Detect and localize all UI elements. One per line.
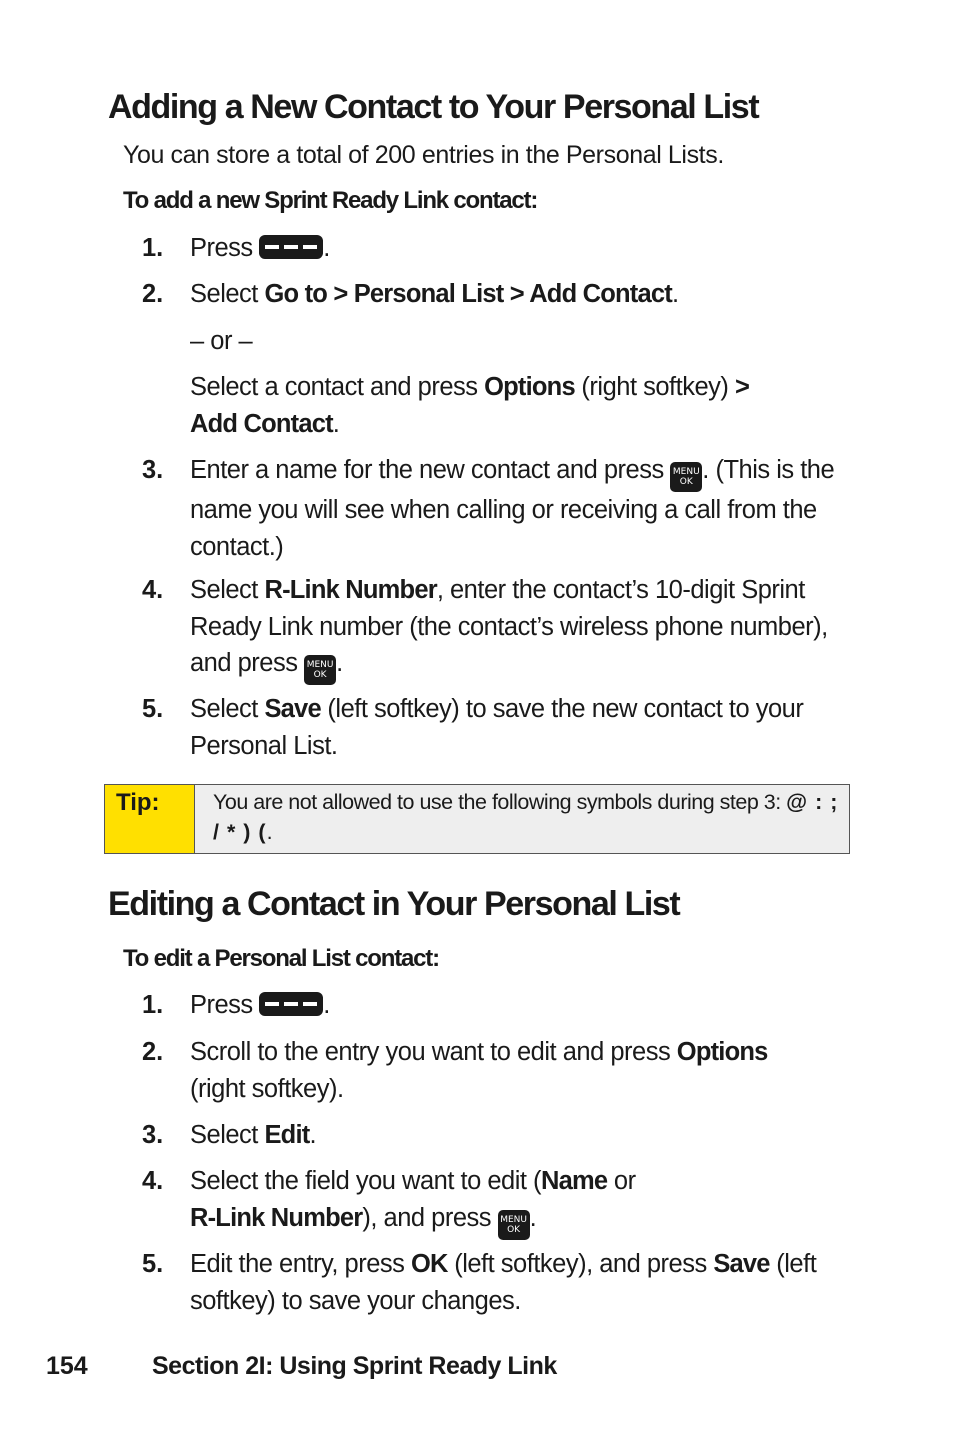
section-title-adding: Adding a New Contact to Your Personal List	[108, 88, 759, 126]
step-4-edit: Select the field you want to edit (Name or R-Link Number), and press MENU OK .	[190, 1163, 870, 1240]
step-2-alternative: Select a contact and press Options (right softkey) > Add Contact.	[190, 373, 750, 438]
step-number: 5.	[142, 1250, 164, 1278]
tip-box	[104, 784, 850, 854]
tip-text: You are not allowed to use the following symbols during step 3: @ : ; / * ) (.	[213, 790, 839, 844]
menu-ok-key-icon: MENU OK	[670, 462, 702, 492]
step-number: 1.	[142, 991, 164, 1019]
step-5-add: Select Save (left softkey) to save the new contact to your Personal List.	[190, 695, 804, 760]
page-number: 154	[46, 1352, 88, 1380]
step-number: 4.	[142, 1167, 164, 1195]
step-number: 3.	[142, 1121, 164, 1149]
or-separator: – or –	[190, 327, 253, 355]
step-number: 2.	[142, 1038, 164, 1066]
step-4-add: Select R-Link Number, enter the contact’s 10-digit Sprint Ready Link number (the contact’s wireless phone number), and press MENU OK .	[190, 572, 855, 685]
step-3-edit: Select Edit.	[190, 1121, 317, 1149]
step-2-edit: Scroll to the entry you want to edit and press Options (right softkey).	[190, 1038, 768, 1103]
step-2-add: Select Go to > Personal List > Add Contact.	[190, 280, 679, 308]
section-footer: Section 2I: Using Sprint Ready Link	[152, 1352, 557, 1380]
softkey-dash-icon	[259, 235, 323, 259]
step-3-add: Enter a name for the new contact and press MENU OK . (This is the name you will see when calling or receiving a call from the contact.)	[190, 456, 835, 561]
step-number: 1.	[142, 234, 164, 262]
menu-ok-key-icon: MENU OK	[498, 1210, 530, 1240]
subhead-add: To add a new Sprint Ready Link contact:	[123, 187, 538, 214]
step-number: 2.	[142, 280, 164, 308]
step-number: 4.	[142, 576, 164, 604]
tip-label: Tip:	[105, 785, 195, 853]
softkey-dash-icon	[259, 992, 323, 1016]
step-5-edit: Edit the entry, press OK (left softkey), and press Save (left softkey) to save your changes.	[190, 1250, 817, 1315]
section-title-editing: Editing a Contact in Your Personal List	[108, 885, 680, 923]
step-number: 3.	[142, 456, 164, 484]
subhead-edit: To edit a Personal List contact:	[123, 945, 439, 972]
step-number: 5.	[142, 695, 164, 723]
intro-text: You can store a total of 200 entries in the Personal Lists.	[123, 141, 724, 169]
step-1-edit: Press .	[190, 991, 330, 1019]
step-1-add: Press .	[190, 234, 330, 262]
tip-symbols: @ : ; / * ) (	[213, 790, 839, 844]
menu-ok-key-icon: MENU OK	[304, 655, 336, 685]
